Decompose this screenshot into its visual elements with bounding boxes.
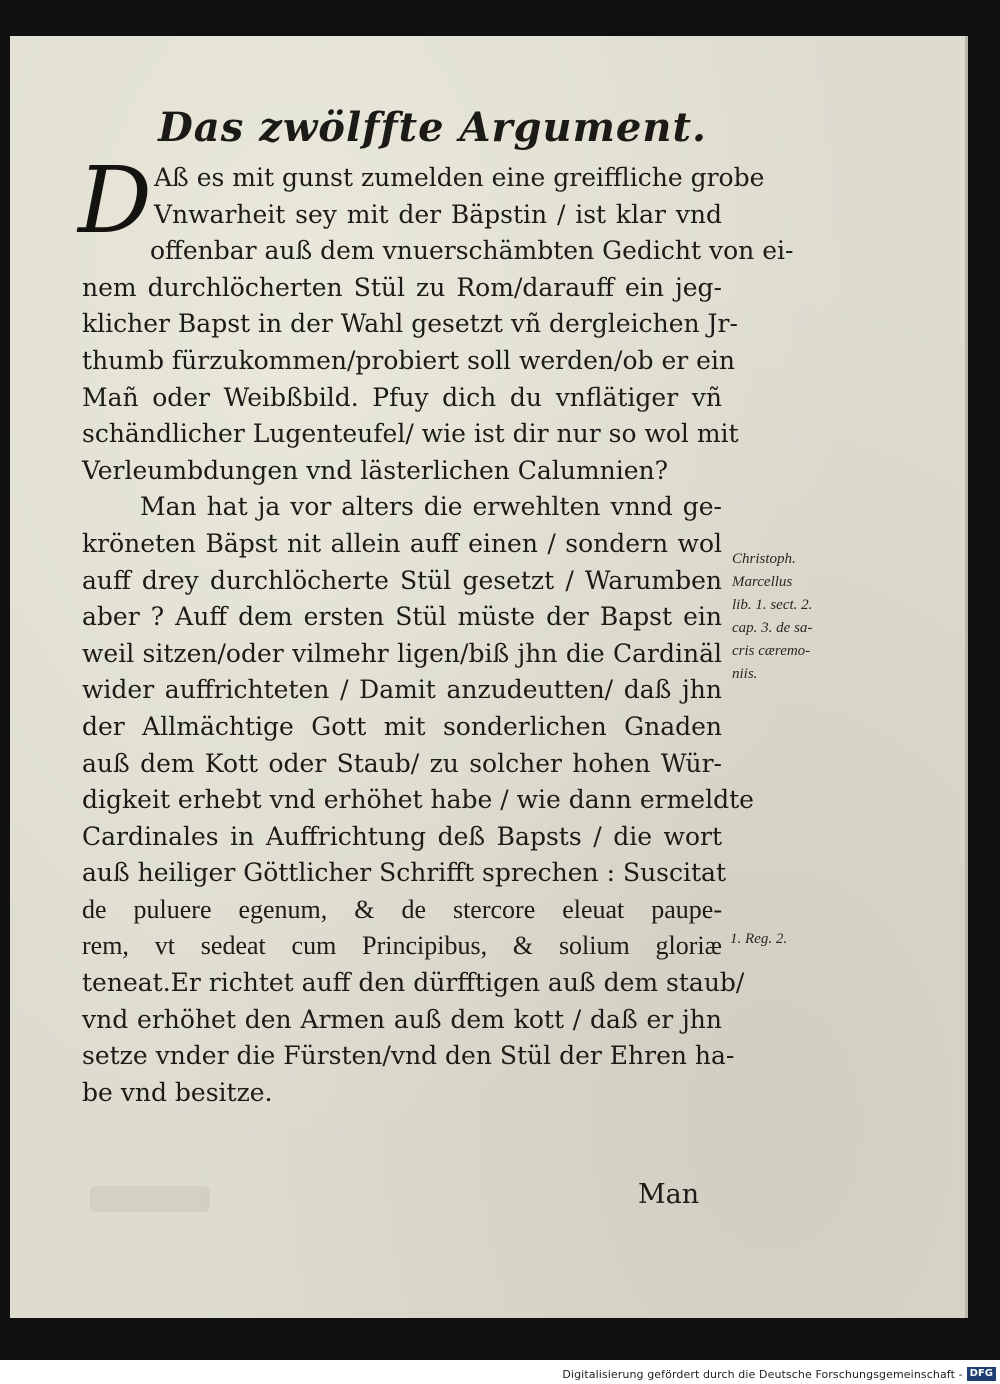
text-line: schändlicher Lugenteufel/ wie ist dir nur so wol mit xyxy=(82,419,739,449)
text-line: setze vnder die Fürsten/vnd den Stül der Ehren ha- xyxy=(82,1041,735,1071)
text-line: nem durchlöcherten Stül zu Rom/darauff ein jeg- xyxy=(82,272,722,302)
text-line: offenbar auß dem vnuerschämbten Gedicht von ei- xyxy=(150,236,794,266)
text-line: Man hat ja vor alters die erwehlten vnnd ge- xyxy=(140,492,722,522)
text-line: be vnd besitze. xyxy=(82,1077,273,1107)
text-line: auff drey durchlöcherte Stül gesetzt / Warumben xyxy=(82,565,722,595)
funding-credit: Digitalisierung gefördert durch die Deutsche Forschungsgemeinschaft - xyxy=(562,1367,963,1381)
text-line: aber ? Auff dem ersten Stül müste der Bapst ein xyxy=(82,602,722,632)
text-line: Verleumbdungen vnd lästerlichen Calumnien? xyxy=(82,455,669,485)
text-line: auß dem Kott oder Staub/ zu solcher hohen Wür- xyxy=(82,748,722,778)
book-page xyxy=(10,36,968,1318)
margin-note-line: lib. 1. sect. 2. xyxy=(732,597,813,613)
text-line: vnd erhöhet den Armen auß dem kott / daß er jhn xyxy=(82,1004,722,1034)
text-line: kröneten Bäpst nit allein auff einen / sondern wol xyxy=(82,528,722,558)
margin-note-line: niis. xyxy=(732,666,758,682)
text-line: Vnwarheit sey mit der Bäpstin / ist klar vnd xyxy=(154,199,722,229)
show-through-mark xyxy=(90,1186,210,1212)
drop-cap: D xyxy=(78,147,152,254)
text-line: teneat.Er richtet auff den dürfftigen auß dem staub/ xyxy=(82,968,745,998)
text-line: digkeit erhebt vnd erhöhet habe / wie dann ermeldte xyxy=(82,785,754,815)
text-line: thumb fürzukommen/probiert soll werden/ob er ein xyxy=(82,345,736,375)
text-line: Aß es mit gunst zumelden eine greiffliche grobe xyxy=(154,163,765,192)
text-line: wider auffrichteten / Damit anzudeutten/ daß jhn xyxy=(82,675,722,705)
margin-note-line: Christoph. xyxy=(732,551,796,567)
paragraph-1 xyxy=(78,147,794,489)
dfg-logo-icon: DFG xyxy=(967,1367,996,1381)
text-line: Cardinales in Auffrichtung deß Bapsts / die wort xyxy=(82,821,722,851)
text-line: Mañ oder Weibßbild. Pfuy dich du vnflätiger vñ xyxy=(82,382,722,412)
funding-footer xyxy=(562,1364,1000,1384)
text-line: auß heiliger Göttlicher Schrifft sprechen : Suscitat xyxy=(82,858,727,888)
catchword: Man xyxy=(638,1179,700,1210)
margin-note xyxy=(732,548,850,686)
latin-text-line: de puluere egenum, & de stercore eleuat paupe- xyxy=(82,894,722,924)
latin-text-line: rem, vt sedeat cum Principibus, & solium gloriæ xyxy=(82,931,722,961)
page-heading: Das zwölffte Argument. xyxy=(158,104,707,151)
margin-note-line: Marcellus xyxy=(732,574,793,590)
text-line: weil sitzen/oder vilmehr ligen/biß jhn die Cardinäl xyxy=(82,638,722,668)
margin-reference: 1. Reg. 2. xyxy=(730,931,788,947)
text-line: klicher Bapst in der Wahl gesetzt vñ dergleichen Jr- xyxy=(82,309,738,339)
margin-note-line: cris cæremo- xyxy=(732,643,811,659)
margin-note-line: cap. 3. de sa- xyxy=(732,620,813,636)
text-line: der Allmächtige Gott mit sonderlichen Gnaden xyxy=(82,711,722,741)
